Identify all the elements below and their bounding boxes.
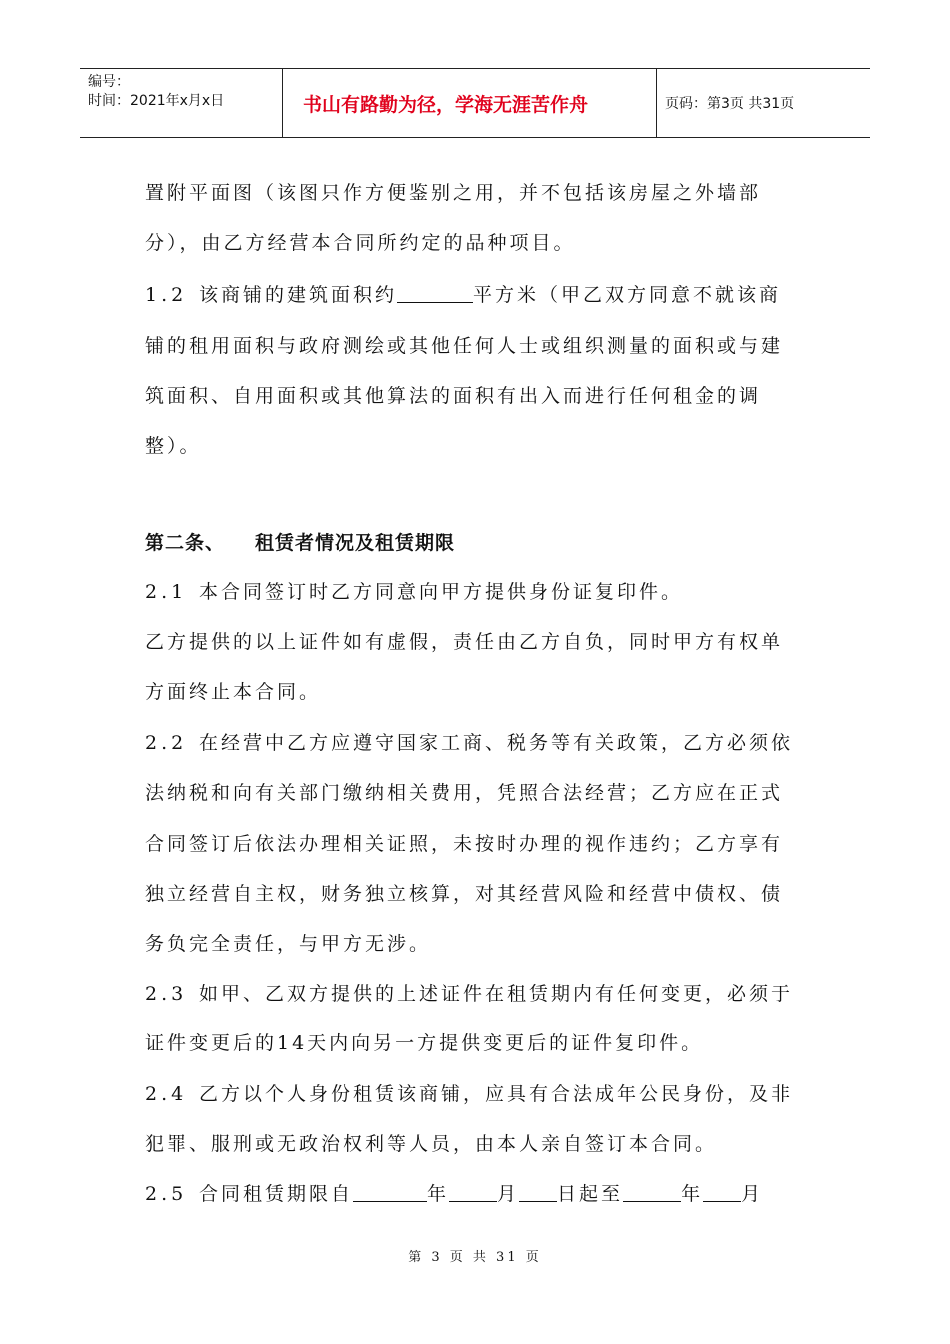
clause-number: 2.5 [145,1183,188,1205]
section-heading: 第二条、 租赁者情况及租赁期限 [145,532,456,554]
paragraph-line: 铺的租用面积与政府测绘或其他任何人士或组织测量的面积或与建 [145,335,784,357]
paragraph-line: 乙方提供的以上证件如有虚假，责任由乙方自负，同时甲方有权单 [145,631,784,653]
paragraph-line: 置附平面图（该图只作方便鉴别之用，并不包括该房屋之外墙部 [145,182,762,204]
blank-field [449,1179,497,1202]
number-label: 编号： [88,74,130,90]
header-motto: 书山有路勤为径，学海无涯苦作舟 [283,69,657,137]
paragraph-line: 证件变更后的14天内向另一方提供变更后的证件复印件。 [145,1032,704,1054]
header-page-label: 页码：第3页 共31页 [665,96,795,112]
paragraph-line: 筑面积、自用面积或其他算法的面积有出入而进行任何租金的调 [145,385,762,407]
clause-number: 2.4 [145,1083,188,1105]
blank-field [519,1179,557,1202]
page-footer: 第 3 页 共 31 页 [408,1250,542,1265]
blank-field [623,1179,681,1202]
clause-1-2: 1.2 该商铺的建筑面积约 平方米（甲乙双方同意不就该商 [145,280,781,310]
clause-2-1: 2.1 本合同签订时乙方同意向甲方提供身份证复印件。 [145,577,683,607]
clause-2-3: 2.3 如甲、乙双方提供的上述证件在租赁期内有任何变更，必须于 [145,979,793,1009]
paragraph-line: 务负完全责任，与甲方无涉。 [145,933,432,955]
header-meta [80,69,283,137]
paragraph-line: 独立经营自主权，财务独立核算，对其经营风险和经营中债权、债 [145,883,784,905]
time-label: 时间：2021年x月x日 [88,93,225,109]
paragraph-line: 方面终止本合同。 [145,681,322,703]
clause-number: 2.1 [145,581,188,603]
paragraph-line: 法纳税和向有关部门缴纳相关费用，凭照合法经营；乙方应在正式 [145,782,784,804]
clause-2-5: 2.5 合同租赁期限自 年 月 日起至 年 月 [145,1179,763,1209]
clause-number: 2.2 [145,732,188,754]
clause-number: 2.3 [145,983,188,1005]
paragraph-line: 整）。 [145,435,202,457]
page-header [80,68,870,138]
blank-field [353,1179,427,1202]
clause-2-2: 2.2 在经营中乙方应遵守国家工商、税务等有关政策，乙方必须依 [145,728,793,758]
clause-number: 1.2 [145,284,188,306]
blank-field [397,280,473,303]
clause-2-4: 2.4 乙方以个人身份租赁该商铺，应具有合法成年公民身份，及非 [145,1079,793,1109]
paragraph-line: 合同签订后依法办理相关证照，未按时办理的视作违约；乙方享有 [145,833,784,855]
paragraph-line: 分），由乙方经营本合同所约定的品种项目。 [145,232,576,254]
paragraph-line: 犯罪、服刑或无政治权利等人员，由本人亲自签订本合同。 [145,1133,718,1155]
blank-field [703,1179,741,1202]
